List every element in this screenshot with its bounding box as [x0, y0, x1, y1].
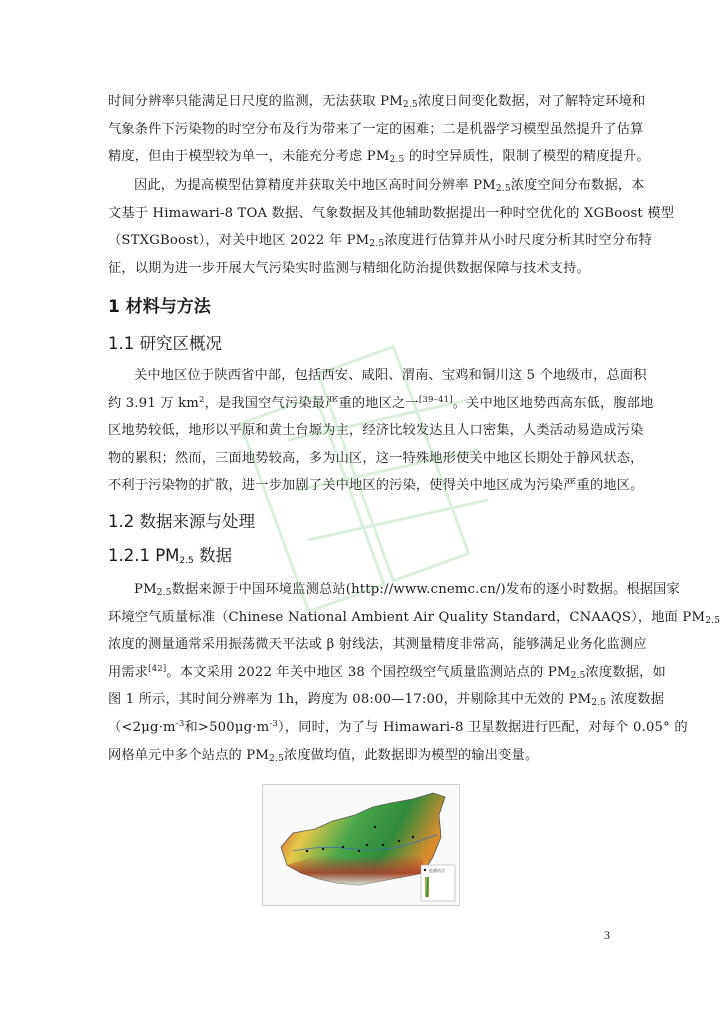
subsubsection-heading-pm25-data: 1.2.1 $PM_{2.5}$ 数据	[108, 546, 232, 566]
figure-study-area-map	[262, 784, 460, 906]
subsection-heading-data-sources: 1.2 数据来源与处理	[108, 512, 255, 531]
paragraph-study-area: 关中地区位于陕西省中部，包括西安、咸阳、渭南、宝鸡和铜川这 5 个地级市，总面积 约 3.91 万 $km^2$，是我国空气污染最严重的地区之一[39–41]。关中地区地势西高东低，腹部地 区地势较低，地形以平原和黄土台塬为主，经济比较发达且人口密集，人类活动易造成污染 物的累积；然而，三面地势较高，多为山区，这一特殊地形使关中地区长期处于静风状态， 不利于污染物的扩散，进一步加剧了关中地区的污染，使得关中地区成为污染严重的地区。	[108, 368, 654, 494]
subsection-heading-study-area: 1.1 研究区概况	[108, 334, 222, 353]
southern-mountains	[287, 855, 423, 885]
citation-42[interactable]: [42]	[148, 663, 167, 674]
citation-39-41[interactable]: [39–41]	[418, 394, 453, 405]
paragraph-study-aim: 因此，为提高模型估算精度并获取关中地区高时间分辨率 $PM_{2.5}$浓度空间分布数据，本 文基于 Himawari-8 TOA 数据、气象数据及其他辅助数据提出一种时空优化的 XGBoost 模型 （STXGBoost），对关中地区 2022 年 $PM_{2.5}$浓度进行估算并从小时尺度分析其时空分布特 征，以期为进一步开展大气污染实时监测与精细化防治提供数据保障与技术支持。	[108, 178, 675, 276]
map-legend	[421, 865, 455, 901]
section-heading-materials-methods: 1 材料与方法	[108, 297, 211, 317]
paragraph-intro-continuation: 时间分辨率只能满足日尺度的监测，无法获取 $PM_{2.5}$浓度日间变化数据，对了解特定环境和 气象条件下污染物的时空分布及行为带来了一定的困难；二是机器学习模型虽然提升了估算 精度，但由于模型较为单一，未能充分考虑 $PM_{2.5}$ 的时空异质性，限制了模型的精度提升。	[108, 94, 650, 166]
elevation-map	[263, 785, 459, 905]
legend-title: 监测站点	[429, 868, 445, 873]
page-number: 3	[604, 928, 610, 942]
paragraph-pm25-data: $PM_{2.5}$数据来源于中国环境监测总站(http://www.cnemc.cn/)发布的逐小时数据。根据国家 环境空气质量标准（Chinese National Ambient Air Quality Standard，CNAAQS），地面 $PM_{2.5}$ 浓度的测量通常采用振荡微天平法或 β 射线法，其测量精度非常高，能够满足业务化监测应 用需求[42]。本文采用 2022 年关中地区 38 个国控级空气质量监测站点的 $PM_{2.5}$浓度数据，如 图 1 所示，其时间分辨率为 1h，跨度为 08:00—17:00，并剔除其中无效的 $PM_{2.5}$ 浓度数据 （$<2\mu g\cdot m^{-3}$和$>500\mu g\cdot m^{-3}$），同时，为了与 Himawari-8 卫星数据进行匹配，对每个 0.05° 的 网格单元中多个站点的 $PM_{2.5}$浓度做均值，此数据即为模型的输出变量。	[108, 582, 720, 764]
